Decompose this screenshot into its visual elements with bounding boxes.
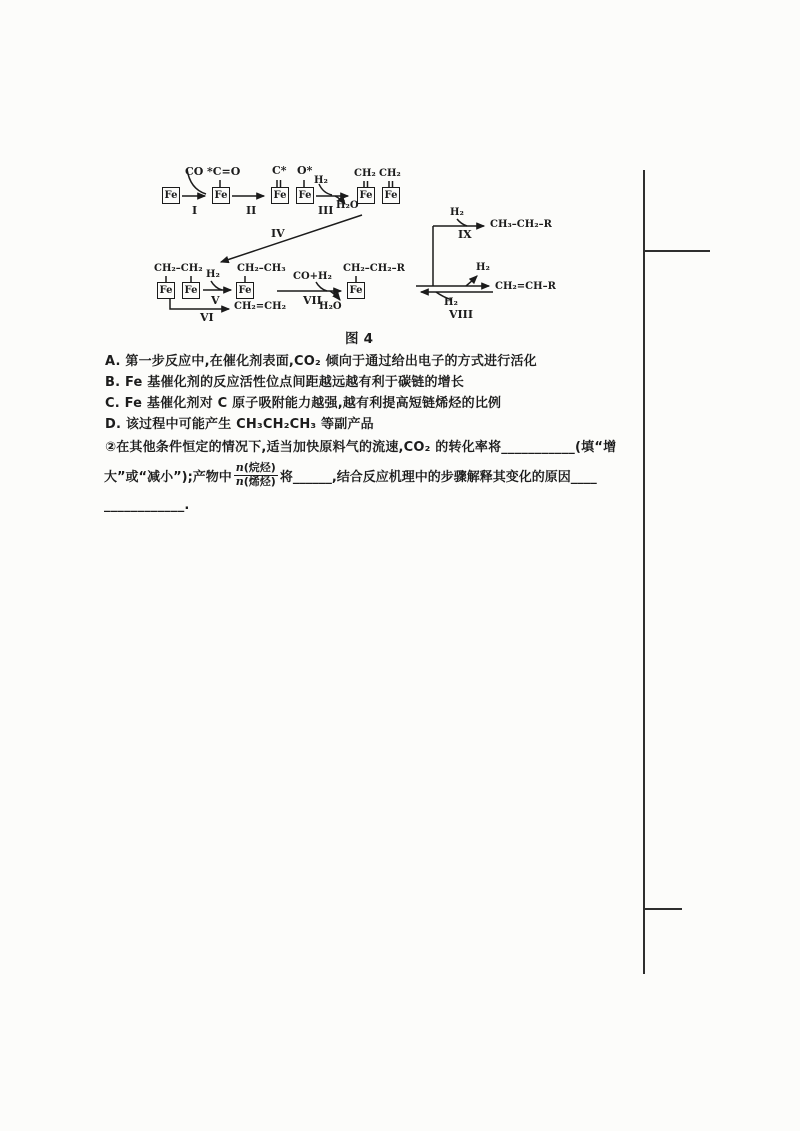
step-vi-label: VI	[200, 311, 214, 324]
fe-box-9: Fe	[236, 282, 254, 299]
species-ch2-ch3-label: CH₂–CH₃	[237, 263, 286, 274]
step-v-label: V	[211, 294, 220, 307]
fe-box-1: Fe	[162, 187, 180, 204]
species-h2-label-4: H₂	[476, 262, 490, 273]
species-ch3-ch2-r-label: CH₃–CH₂–R	[490, 219, 552, 230]
binding-margin-tick-bottom	[643, 908, 682, 910]
fe-box-8: Fe	[182, 282, 200, 299]
fe-box-2: Fe	[212, 187, 230, 204]
option-b-text: B. Fe 基催化剂的反应活性位点间距越远越有利于碳链的增长	[105, 375, 465, 390]
question2-line2-after: 将______,结合反应机理中的步骤解释其变化的原因____	[279, 469, 597, 485]
question2-line1: ②在其他条件恒定的情况下,适当加快原料气的流速,CO₂ 的转化率将___________(填“增	[105, 440, 617, 455]
species-co-plus-h2-label: CO+H₂	[293, 271, 332, 282]
option-c-text: C. Fe 基催化剂对 C 原子吸附能力越强,越有利提高短链烯烃的比例	[105, 396, 502, 411]
binding-margin-tick-top	[643, 250, 710, 252]
binding-margin-line	[643, 170, 645, 974]
species-c-star-label: C*	[272, 164, 287, 177]
option-d-text: D. 该过程中可能产生 CH₃CH₂CH₃ 等副产品	[105, 417, 374, 432]
species-h2-label-3: H₂	[450, 207, 464, 218]
alkane-alkene-ratio-fraction: $\frac{\text{n(烷烃)}}{\text{n(烯烃)}}$	[235, 460, 276, 488]
species-ch2-ch2-r-label: CH₂–CH₂–R	[343, 263, 405, 274]
species-ethylene-label: CH₂=CH₂	[234, 301, 286, 312]
step-ii-label: II	[246, 204, 257, 217]
species-o-star-label: O*	[297, 164, 313, 177]
step-viii-label: VIII	[449, 308, 473, 321]
step-ix-label: IX	[458, 228, 472, 241]
step-vii-label: VII	[303, 294, 322, 307]
species-h2-label-5: H₂	[444, 297, 458, 308]
fe-box-6: Fe	[382, 187, 400, 204]
fe-box-7: Fe	[157, 282, 175, 299]
step-i-label: I	[192, 204, 198, 217]
fe-box-4: Fe	[296, 187, 314, 204]
species-co-label: CO	[185, 165, 204, 178]
question2-line2	[104, 462, 597, 488]
species-activated-co-label: *C=O	[207, 165, 241, 178]
species-h2-label-1: H₂	[314, 175, 328, 186]
figure-caption: 图 4	[345, 331, 374, 347]
step-iii-label: III	[318, 204, 334, 217]
species-h2-label-2: H₂	[206, 269, 220, 280]
species-ch2-label-1: CH₂	[354, 168, 376, 179]
fe-box-5: Fe	[357, 187, 375, 204]
species-ch2-ch-r-label: CH₂=CH–R	[495, 281, 556, 292]
fe-box-3: Fe	[271, 187, 289, 204]
species-ch2-ch2-label: CH₂–CH₂	[154, 263, 203, 274]
question2-line2-before: 大”或“减小”);产物中	[104, 469, 232, 485]
option-a-text: A. 第一步反应中,在催化剂表面,CO₂ 倾向于通过给出电子的方式进行活化	[105, 354, 537, 369]
fe-box-10: Fe	[347, 282, 365, 299]
step-iv-label: IV	[271, 227, 285, 240]
species-ch2-label-2: CH₂	[379, 168, 401, 179]
species-h2o-label-2: H₂O	[319, 301, 342, 312]
question2-line3-blank: ____________.	[104, 498, 190, 513]
species-h2o-label-1: H₂O	[336, 200, 359, 211]
